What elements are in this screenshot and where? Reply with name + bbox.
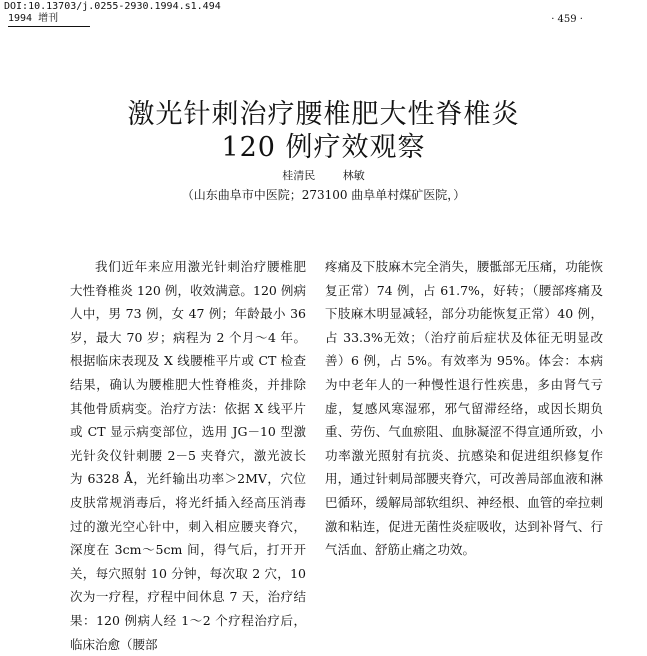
article-title-line-2: 120 例疗效观察 (221, 132, 426, 163)
article-title-line-1: 激光针刺治疗腰椎肥大性脊椎炎 (127, 99, 520, 130)
left-column (70, 255, 306, 656)
page-number: · 459 · (551, 14, 583, 25)
right-column (325, 255, 603, 562)
doi-line: DOI:10.13703/j.0255-2930.1994.s1.494 (4, 1, 221, 12)
affiliation-line: （山东曲阜市中医院；273100 曲阜单村煤矿医院，） (181, 188, 466, 202)
author-line: 桂清民 林敏 (282, 169, 365, 182)
header-rule (8, 26, 90, 27)
body-paragraph-1-continued: 疼痛及下肢麻木完全消失，腰骶部无压痛，功能恢复正常）74 例，占 61.7%，好转；（腰部疼痛及下肢麻木明显减轻，部分功能恢复正常）40 例，占 33.3%无效；（治疗前后症状及体征无明显改善）6 例，占 5%。有效率为 95%。体会：本病为中老年人的一种慢性退行性疾患，多由肾气亏虚，复感风寒湿邪，邪气留滞经络，或因长期负重、劳伤、气血瘀阻、血脉凝涩不得宣通所致，小功率激光照射有抗炎、抗感染和促进组织修复作用，通过针刺局部腰夹脊穴，可改善局部血液和淋巴循环，缓解局部软组织、神经根、血管的牵拉刺激和粘连，促进无菌性炎症吸收，达到补肾气、行气活血、舒筋止痛之功效。 (325, 259, 603, 558)
body-paragraph-1: 我们近年来应用激光针刺治疗腰椎肥大性脊椎炎 120 例，收效满意。120 例病人中，男 73 例，女 47 例；年龄最小 36 岁，最大 70 岁；病程为 2 个月～4 年。根据临床表现及 X 线腰椎平片或 CT 检查结果，确认为腰椎肥大性脊椎炎，并排除其他骨质病变。治疗方法：依据 X 线平片或 CT 显示病变部位，选用 JG－10 型激光针灸仪针刺腰 2－5 夹脊穴，激光波长为 6328 Å，光纤输出功率＞2MV，穴位皮肤常规消毒后，将光纤插入经高压消毒过的激光空心针中，刺入相应腰夹脊穴，深度在 3cm～5cm 间，得气后，打开开关，每穴照射 10 分钟，每次取 2 穴，10 次为一疗程，疗程中间休息 7 天，治疗结果：120 例病人经 1～2 个疗程治疗后，临床治愈（腰部 (70, 259, 306, 652)
issue-label: 1994 增刊 (8, 13, 59, 24)
